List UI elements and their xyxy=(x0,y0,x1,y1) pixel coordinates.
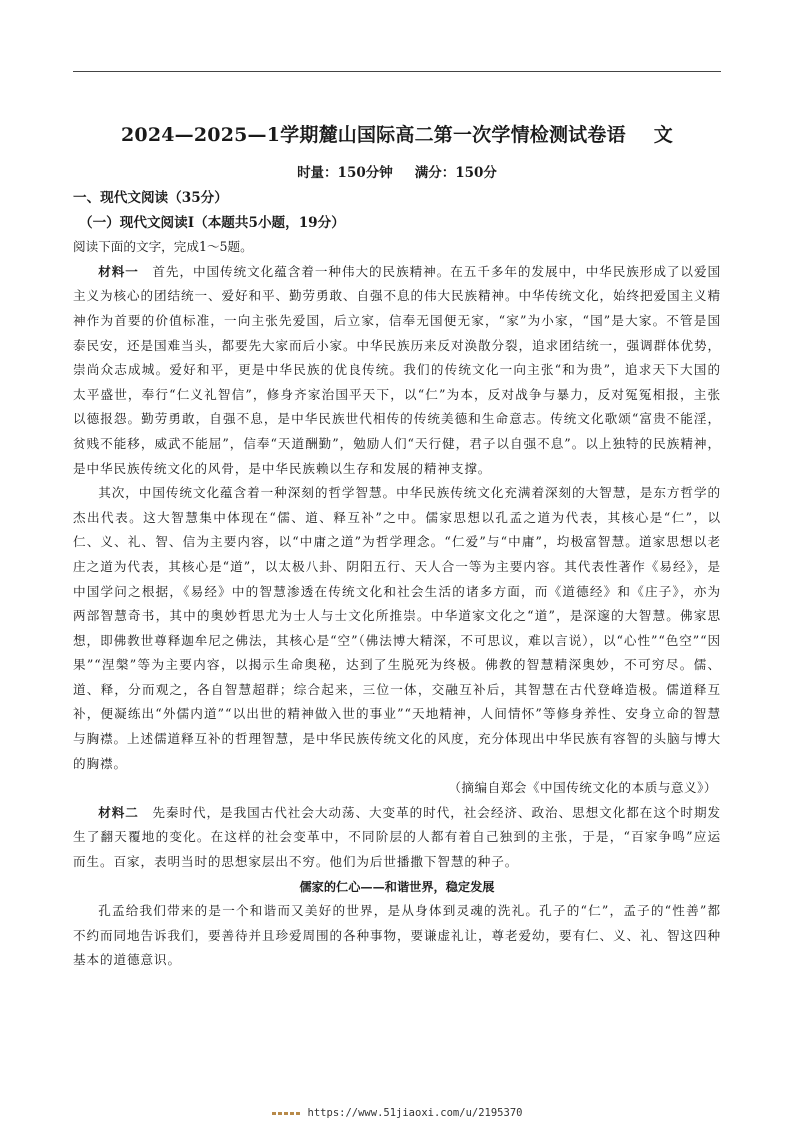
footer-watermark xyxy=(0,1107,794,1119)
material2-label: 材料二 xyxy=(98,804,139,820)
exam-title xyxy=(0,120,794,147)
footer-logo-mark xyxy=(272,1112,302,1115)
sub-section-heading: （一）现代文阅读Ⅰ（本题共5小题，19分） xyxy=(79,214,345,231)
exam-title-tail: 文 xyxy=(653,124,673,146)
material1-source: （摘编自郑会《中国传统文化的本质与意义》） xyxy=(448,780,717,796)
material1-paragraph-1 xyxy=(73,260,721,481)
material2-paragraph-1 xyxy=(73,801,721,875)
top-rule xyxy=(73,71,721,72)
material1-paragraph-2: 其次，中国传统文化蕴含着一种深刻的哲学智慧。中华民族传统文化充满着深刻的大智慧，是东方哲学的杰出代表。这大智慧集中体现在“儒、道、释互补”之中。儒家思想以孔孟之道为代表，其核心是“仁”，以仁、义、礼、智、信为主要内容，以“中庸之道”为哲学理念。“仁爱”与“中庸”，均极富智慧。道家思想以老庄之道为代表，其核心是“道”，以太极八卦、阴阳五行、天人合一等为主要内容。其代表性著作《易经》，是中国学问之根据，《易经》中的智慧渗透在传统文化和社会生活的诸多方面，而《道德经》和《庄子》，亦为两部智慧奇书，其中的奥妙哲思尤为士人与士文化所推崇。中华道家文化之“道”，是深邃的大智慧。佛家思想，即佛教世尊释迦牟尼之佛法，其核心是“空”（佛法博大精深，不可思议，难以言说），以“心性”“色空”“因果”“涅槃”等为主要内容，以揭示生命奥秘，达到了生脱死为终极。佛教的智慧精深奥妙，不可穷尽。儒、道、释，分而观之，各自智慧超群；综合起来，三位一体，交融互补后，其智慧在古代登峰造极。儒道释互补，便凝练出“外儒内道”“以出世的精神做入世的事业”“天地精神，人间情怀”等修身养性、安身立命的智慧与胸襟。上述儒道释互补的哲理智慧，是中华民族传统文化的风度，充分体现出中华民族有容智的头脑与博大的胸襟。 xyxy=(73,485,721,771)
material1-label: 材料一 xyxy=(98,263,139,279)
exam-title-main: 2024—2025—1学期麓山国际高二第一次学情检测试卷语 xyxy=(121,124,626,146)
exam-meta xyxy=(0,161,794,181)
section-heading: 一、现代文阅读（35分） xyxy=(73,190,228,206)
material1-paragraph-1-text: 首先，中国传统文化蕴含着一种伟大的民族精神。在五千多年的发展中，中华民族形成了以爱国主义为核心的团结统一、爱好和平、勤劳勇敢、自强不息的伟大民族精神。中华传统文化，始终把爱国主义精神作为首要的价值标准，一向主张先爱国，后立家，信奉无国便无家，“家”为小家，“国”是大家。不管是国泰民安，还是国难当头，都要先大家而后小家。中华民族历来反对涣散分裂，追求团结统一，强调群体优势，崇尚众志成城。爱好和平，更是中华民族的优良传统。我们的传统文化一向主张“和为贵”，追求天下大国的太平盛世，奉行“仁义礼智信”，修身齐家治国平天下，以“仁”为本，反对战争与暴力，反对冤冤相报，主张以德报怨。勤劳勇敢，自强不息，是中华民族世代相传的传统美德和生命意志。传统文化歌颂“富贵不能淫，贫贱不能移，威武不能屈”，信奉“天道酬勤”，勉励人们“天行健，君子以自强不息”。以上独特的民族精神，是中华民族传统文化的风骨，是中华民族赖以生存和发展的精神支撑。 xyxy=(73,263,721,476)
material2-subheading: 儒家的仁心——和谐世界，稳定发展 xyxy=(299,879,495,894)
footer-url[interactable]: https://www.51jiaoxi.com/u/2195370 xyxy=(307,1107,523,1119)
material2-paragraph-1-text: 先秦时代，是我国古代社会大动荡、大变革的时代，社会经济、政治、思想文化都在这个时期发生了翻天覆地的变化。在这样的社会变革中，不同阶层的人都有着自己独到的主张，于是，“百家争鸣”应运而生。百家，表明当时的思想家层出不穷。他们为后世播撒下智慧的种子。 xyxy=(73,804,721,870)
material2-paragraph-2: 孔孟给我们带来的是一个和谐而又美好的世界，是从身体到灵魂的洗礼。孔子的“仁”，孟子的“性善”都不约而同地告诉我们，要善待并且珍爱周围的各种事物，要谦虚礼让，尊老爱幼，要有仁、义、礼、智这四种基本的道德意识。 xyxy=(73,903,721,968)
exam-content xyxy=(73,186,721,973)
exam-score: 满分：150分 xyxy=(414,165,497,181)
reading-instruction: 阅读下面的文字，完成1～5题。 xyxy=(73,239,253,255)
exam-time: 时量：150分钟 xyxy=(297,165,393,181)
